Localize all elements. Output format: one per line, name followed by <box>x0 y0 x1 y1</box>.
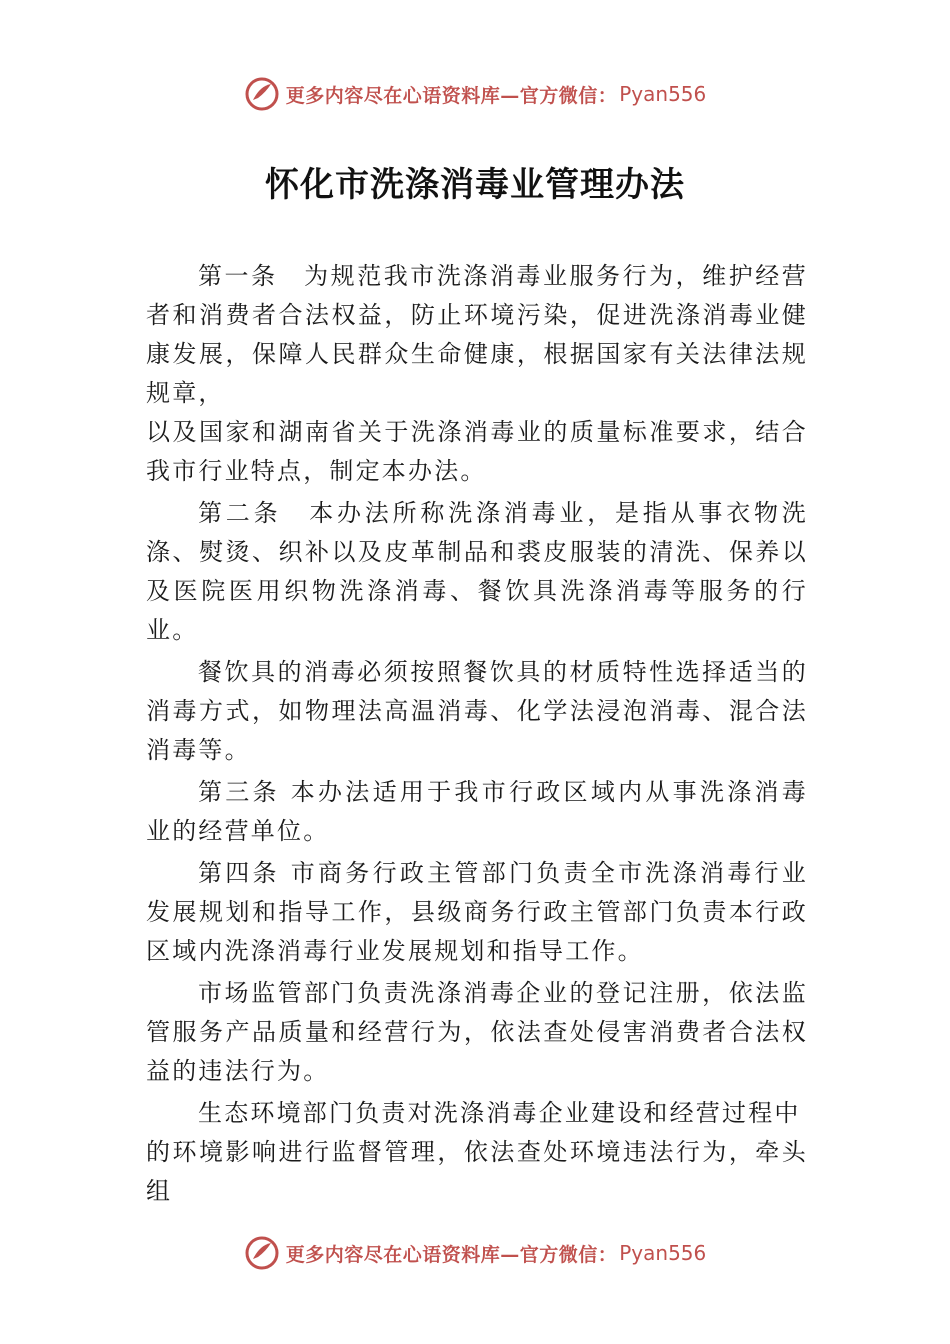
logo-icon <box>244 1235 280 1271</box>
logo-icon <box>244 76 280 112</box>
document-title: 怀化市洗涤消毒业管理办法 <box>265 165 685 205</box>
paragraph: 生态环境部门负责对洗涤消毒企业建设和经营过程中 <box>198 1099 801 1127</box>
paragraph: 市场监管部门负责洗涤消毒企业的登记注册，依法监管服务产品质量和经营行为，依法查处侵害消费者合法权益的违法行为。 <box>146 979 808 1085</box>
paragraph: 餐饮具的消毒必须按照餐饮具的材质特性选择适当的消毒方式，如物理法高温消毒、化学法浸泡消毒、混合法消毒等。 <box>146 658 808 764</box>
paragraph: 第一条 为规范我市洗涤消毒业服务行为，维护经营者和消费者合法权益，防止环境污染，促进洗涤消毒业健康发展，保障人民群众生命健康，根据国家有关法律法规规章， <box>146 262 808 407</box>
header-banner <box>0 74 950 114</box>
wechat-id: Pyan556 <box>619 1241 707 1265</box>
paragraph: 第三条 本办法适用于我市行政区域内从事洗涤消毒业的经营单位。 <box>146 778 808 845</box>
banner-text: 更多内容尽在心语资料库—官方微信： <box>285 84 618 107</box>
banner-text: 更多内容尽在心语资料库—官方微信： <box>285 1243 618 1266</box>
paragraph: 第二条 本办法所称洗涤消毒业，是指从事衣物洗涤、熨烫、织补以及皮革制品和裘皮服装的清洗、保养以及医院医用织物洗涤消毒、餐饮具洗涤消毒等服务的行业。 <box>146 499 808 644</box>
wechat-id: Pyan556 <box>619 82 707 106</box>
footer-banner <box>0 1233 950 1273</box>
paragraph: 的环境影响进行监督管理，依法查处环境违法行为，牵头组 <box>146 1138 808 1205</box>
paragraph: 第四条 市商务行政主管部门负责全市洗涤消毒行业发展规划和指导工作，县级商务行政主管部门负责本行政区域内洗涤消毒行业发展规划和指导工作。 <box>146 859 808 965</box>
paragraph: 以及国家和湖南省关于洗涤消毒业的质量标准要求，结合我市行业特点，制定本办法。 <box>146 418 808 485</box>
document-body <box>146 257 808 1211</box>
